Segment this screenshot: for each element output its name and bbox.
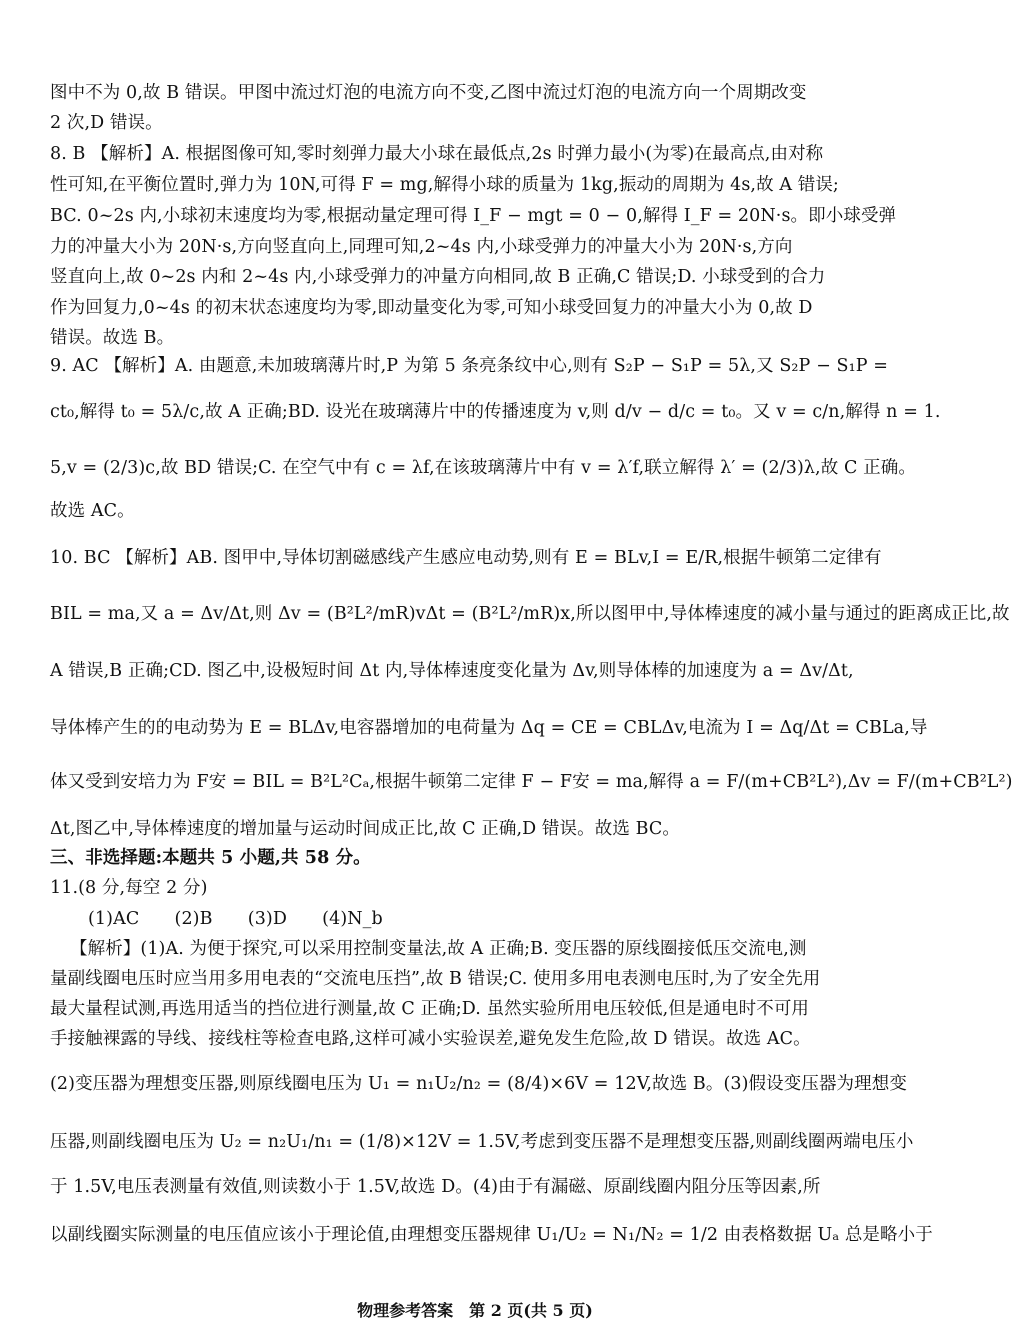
text-line: 性可知,在平衡位置时,弹力为 10N,可得 F = mg,解得小球的质量为 1kg,振动的周期为 4s,故 A 错误;: [50, 175, 839, 195]
text-line: 导体棒产生的的电动势为 E = BLΔv,电容器增加的电荷量为 Δq = CE = CBLΔv,电流为 I = Δq/Δt = CBLa,导: [50, 718, 928, 738]
text-line: 故选 AC。: [50, 501, 135, 521]
text-line: 力的冲量大小为 20N·s,方向竖直向上,同理可知,2~4s 内,小球受弹力的冲量大小为 20N·s,方向: [50, 237, 793, 257]
text-line: 于 1.5V,电压表测量有效值,则读数小于 1.5V,故选 D。(4)由于有漏磁、原副线圈内阻分压等因素,所: [50, 1177, 821, 1197]
answer-list: (1)AC (2)B (3)D (4)N_b: [88, 909, 383, 929]
text-line: 作为回复力,0~4s 的初末状态速度均为零,即动量变化为零,可知小球受回复力的冲量大小为 0,故 D: [50, 298, 813, 318]
text-line: 图中不为 0,故 B 错误。甲图中流过灯泡的电流方向不变,乙图中流过灯泡的电流方向一个周期改变: [50, 83, 807, 103]
text-line: 错误。故选 B。: [50, 328, 175, 348]
text-line: 10. BC 【解析】AB. 图甲中,导体切割磁感线产生感应电动势,则有 E = BLv,I = E/R,根据牛顿第二定律有: [50, 548, 882, 568]
text-line: 竖直向上,故 0~2s 内和 2~4s 内,小球受弹力的冲量方向相同,故 B 正确,C 错误;D. 小球受到的合力: [50, 267, 826, 287]
text-line: Δt,图乙中,导体棒速度的增加量与运动时间成正比,故 C 正确,D 错误。故选 BC。: [50, 819, 680, 839]
text-line: 【解析】(1)A. 为便于探究,可以采用控制变量法,故 A 正确;B. 变压器的原线圈接低压交流电,测: [70, 939, 807, 959]
text-line: (2)变压器为理想变压器,则原线圈电压为 U₁ = n₁U₂/n₂ = (8/4)×6V = 12V,故选 B。(3)假设变压器为理想变: [50, 1074, 907, 1094]
text-line: 最大量程试测,再选用适当的挡位进行测量,故 C 正确;D. 虽然实验所用电压较低,但是通电时不可用: [50, 999, 810, 1019]
question-header: 11.(8 分,每空 2 分): [50, 878, 208, 898]
text-line: 体又受到安培力为 F安 = BIL = B²L²Cₐ,根据牛顿第二定律 F − F安 = ma,解得 a = F/(m+CB²L²),Δv = F/(m+CB²L²): [50, 772, 1013, 792]
text-line: 9. AC 【解析】A. 由题意,未加玻璃薄片时,P 为第 5 条亮条纹中心,则有 S₂P − S₁P = 5λ,又 S₂P − S₁P =: [50, 356, 889, 376]
text-line: A 错误,B 正确;CD. 图乙中,设极短时间 Δt 内,导体棒速度变化量为 Δv,则导体棒的加速度为 a = Δv/Δt,: [50, 661, 854, 681]
text-line: 量副线圈电压时应当用多用电表的“交流电压挡”,故 B 错误;C. 使用多用电表测电压时,为了安全先用: [50, 969, 821, 989]
text-line: 压器,则副线圈电压为 U₂ = n₂U₁/n₁ = (1/8)×12V = 1.5V,考虑到变压器不是理想变压器,则副线圈两端电压小: [50, 1132, 914, 1152]
text-line: BC. 0~2s 内,小球初末速度均为零,根据动量定理可得 I_F − mgt = 0 − 0,解得 I_F = 20N·s。即小球受弹: [50, 206, 897, 226]
page-footer: 物理参考答案 第 2 页(共 5 页): [357, 1301, 593, 1320]
text-line: 以副线圈实际测量的电压值应该小于理论值,由理想变压器规律 U₁/U₂ = N₁/N₂ = 1/2 由表格数据 Uₐ 总是略小于: [50, 1225, 933, 1245]
text-line: BIL = ma,又 a = Δv/Δt,则 Δv = (B²L²/mR)vΔt = (B²L²/mR)x,所以图甲中,导体棒速度的减小量与通过的距离成正比,故: [50, 604, 1010, 624]
text-line: ct₀,解得 t₀ = 5λ/c,故 A 正确;BD. 设光在玻璃薄片中的传播速度为 v,则 d/v − d/c = t₀。又 v = c/n,解得 n = 1.: [50, 402, 941, 422]
text-line: 2 次,D 错误。: [50, 113, 163, 133]
section-heading: 三、非选择题:本题共 5 小题,共 58 分。: [50, 848, 371, 868]
text-line: 手接触裸露的导线、接线柱等检查电路,这样可减小实验误差,避免发生危险,故 D 错误。故选 AC。: [50, 1029, 811, 1049]
text-line: 8. B 【解析】A. 根据图像可知,零时刻弹力最大小球在最低点,2s 时弹力最小(为零)在最高点,由对称: [50, 144, 824, 164]
text-line: 5,v = (2/3)c,故 BD 错误;C. 在空气中有 c = λf,在该玻璃薄片中有 v = λ′f,联立解得 λ′ = (2/3)λ,故 C 正确。: [50, 458, 916, 478]
